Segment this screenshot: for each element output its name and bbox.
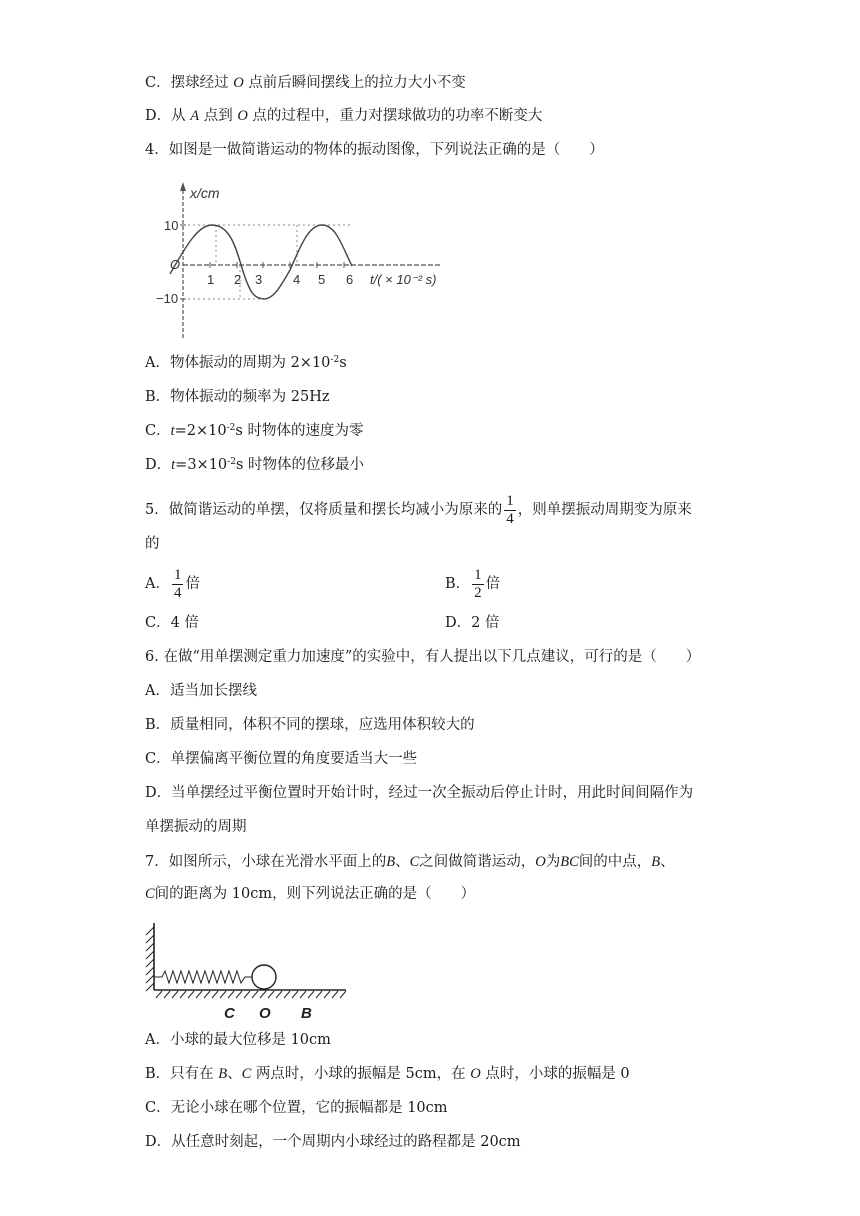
q6-option-d: D．当单摆经过平衡位置时开始计时，经过一次全振动后停止计时，用此时间间隔作为	[145, 785, 694, 801]
x-tick-2: 2	[234, 272, 242, 287]
label-o: O	[259, 1005, 271, 1022]
q5-option-c: C．4 倍	[145, 615, 199, 631]
q5-stem-line2: 的	[145, 536, 160, 552]
q5-fraction: $\frac{1}{4}$	[506, 492, 514, 527]
q7-option-b: B．只有在 B、C 两点时，小球的振幅是 5cm，在 O 点时，小球的振幅是 0	[145, 1066, 630, 1082]
q6-stem: 6. 在做“用单摆测定重力加速度”的实验中，有人提出以下几点建议，可行的是（ ）	[145, 649, 701, 665]
x-tick-3: 3	[255, 272, 263, 287]
y-tick-10: 10	[164, 218, 179, 233]
q6-option-b: B．质量相同，体积不同的摆球，应选用体积较大的	[145, 717, 475, 733]
y-axis-label: x/cm	[190, 185, 220, 201]
q4-vibration-graph	[150, 178, 460, 340]
q3-option-d: D．从 A 点到 O 点的过程中，重力对摆球做功的功率不断变大	[145, 108, 543, 124]
q4-option-a: A．物体振动的周期为 $2\times 10^{-2}s$	[145, 355, 347, 371]
q4-stem: 4．如图是一做简谐运动的物体的振动图像，下列说法正确的是（ ）	[145, 142, 604, 158]
q7-option-c: C．无论小球在哪个位置，它的振幅都是 10cm	[145, 1100, 448, 1116]
q4-option-b: B．物体振动的频率为 25Hz	[145, 389, 330, 405]
origin-label: O	[170, 257, 181, 272]
q6-option-c: C．单摆偏离平衡位置的角度要适当大一些	[145, 751, 418, 767]
q6-option-a: A．适当加长摆线	[145, 683, 257, 699]
x-tick-5: 5	[318, 272, 326, 287]
q7-stem-line2: C间的距离为 10cm，则下列说法正确的是（ ）	[145, 886, 476, 902]
q4-option-c: C．$t=2\times 10^{-2}s$ 时物体的速度为零	[145, 423, 364, 439]
y-tick-neg10: −10	[156, 291, 179, 306]
q6-option-d-line2: 单摆振动的周期	[145, 819, 247, 835]
q5-stem: 5．做简谐运动的单摆，仅将质量和摆长均减小为原来的 $\frac{1}{4}$ ，则单摆振动周期变为原来	[145, 492, 692, 527]
q7-option-a: A．小球的最大位移是 10cm	[145, 1032, 331, 1048]
q7-stem: 7．如图所示，小球在光滑水平面上的B、C之间做简谐运动，O为BC间的中点，B、	[145, 854, 675, 870]
q7-option-d: D．从任意时刻起，一个周期内小球经过的路程都是 20cm	[145, 1134, 521, 1150]
q5-option-a: A． $\frac{1}{4}$ 倍	[145, 566, 200, 601]
floor-hatching	[156, 991, 346, 998]
x-axis-label: t/( × 10⁻² s)	[370, 272, 437, 287]
ball	[252, 965, 276, 989]
q5-option-d: D．2 倍	[445, 615, 500, 631]
q5-option-b: B． $\frac{1}{2}$ 倍	[445, 566, 501, 601]
x-tick-1: 1	[207, 272, 215, 287]
x-tick-4: 4	[293, 272, 301, 287]
q3-option-c: C．摆球经过 O 点前后瞬间摆线上的拉力大小不变	[145, 75, 466, 91]
label-c: C	[224, 1005, 235, 1022]
label-b: B	[301, 1005, 312, 1022]
spring	[154, 971, 252, 983]
q7-spring-figure	[142, 915, 352, 1025]
q4-sine-curve	[170, 225, 352, 299]
q4-option-d: D．$t=3\times 10^{-2}s$ 时物体的位移最小	[145, 457, 364, 473]
x-tick-6: 6	[346, 272, 354, 287]
